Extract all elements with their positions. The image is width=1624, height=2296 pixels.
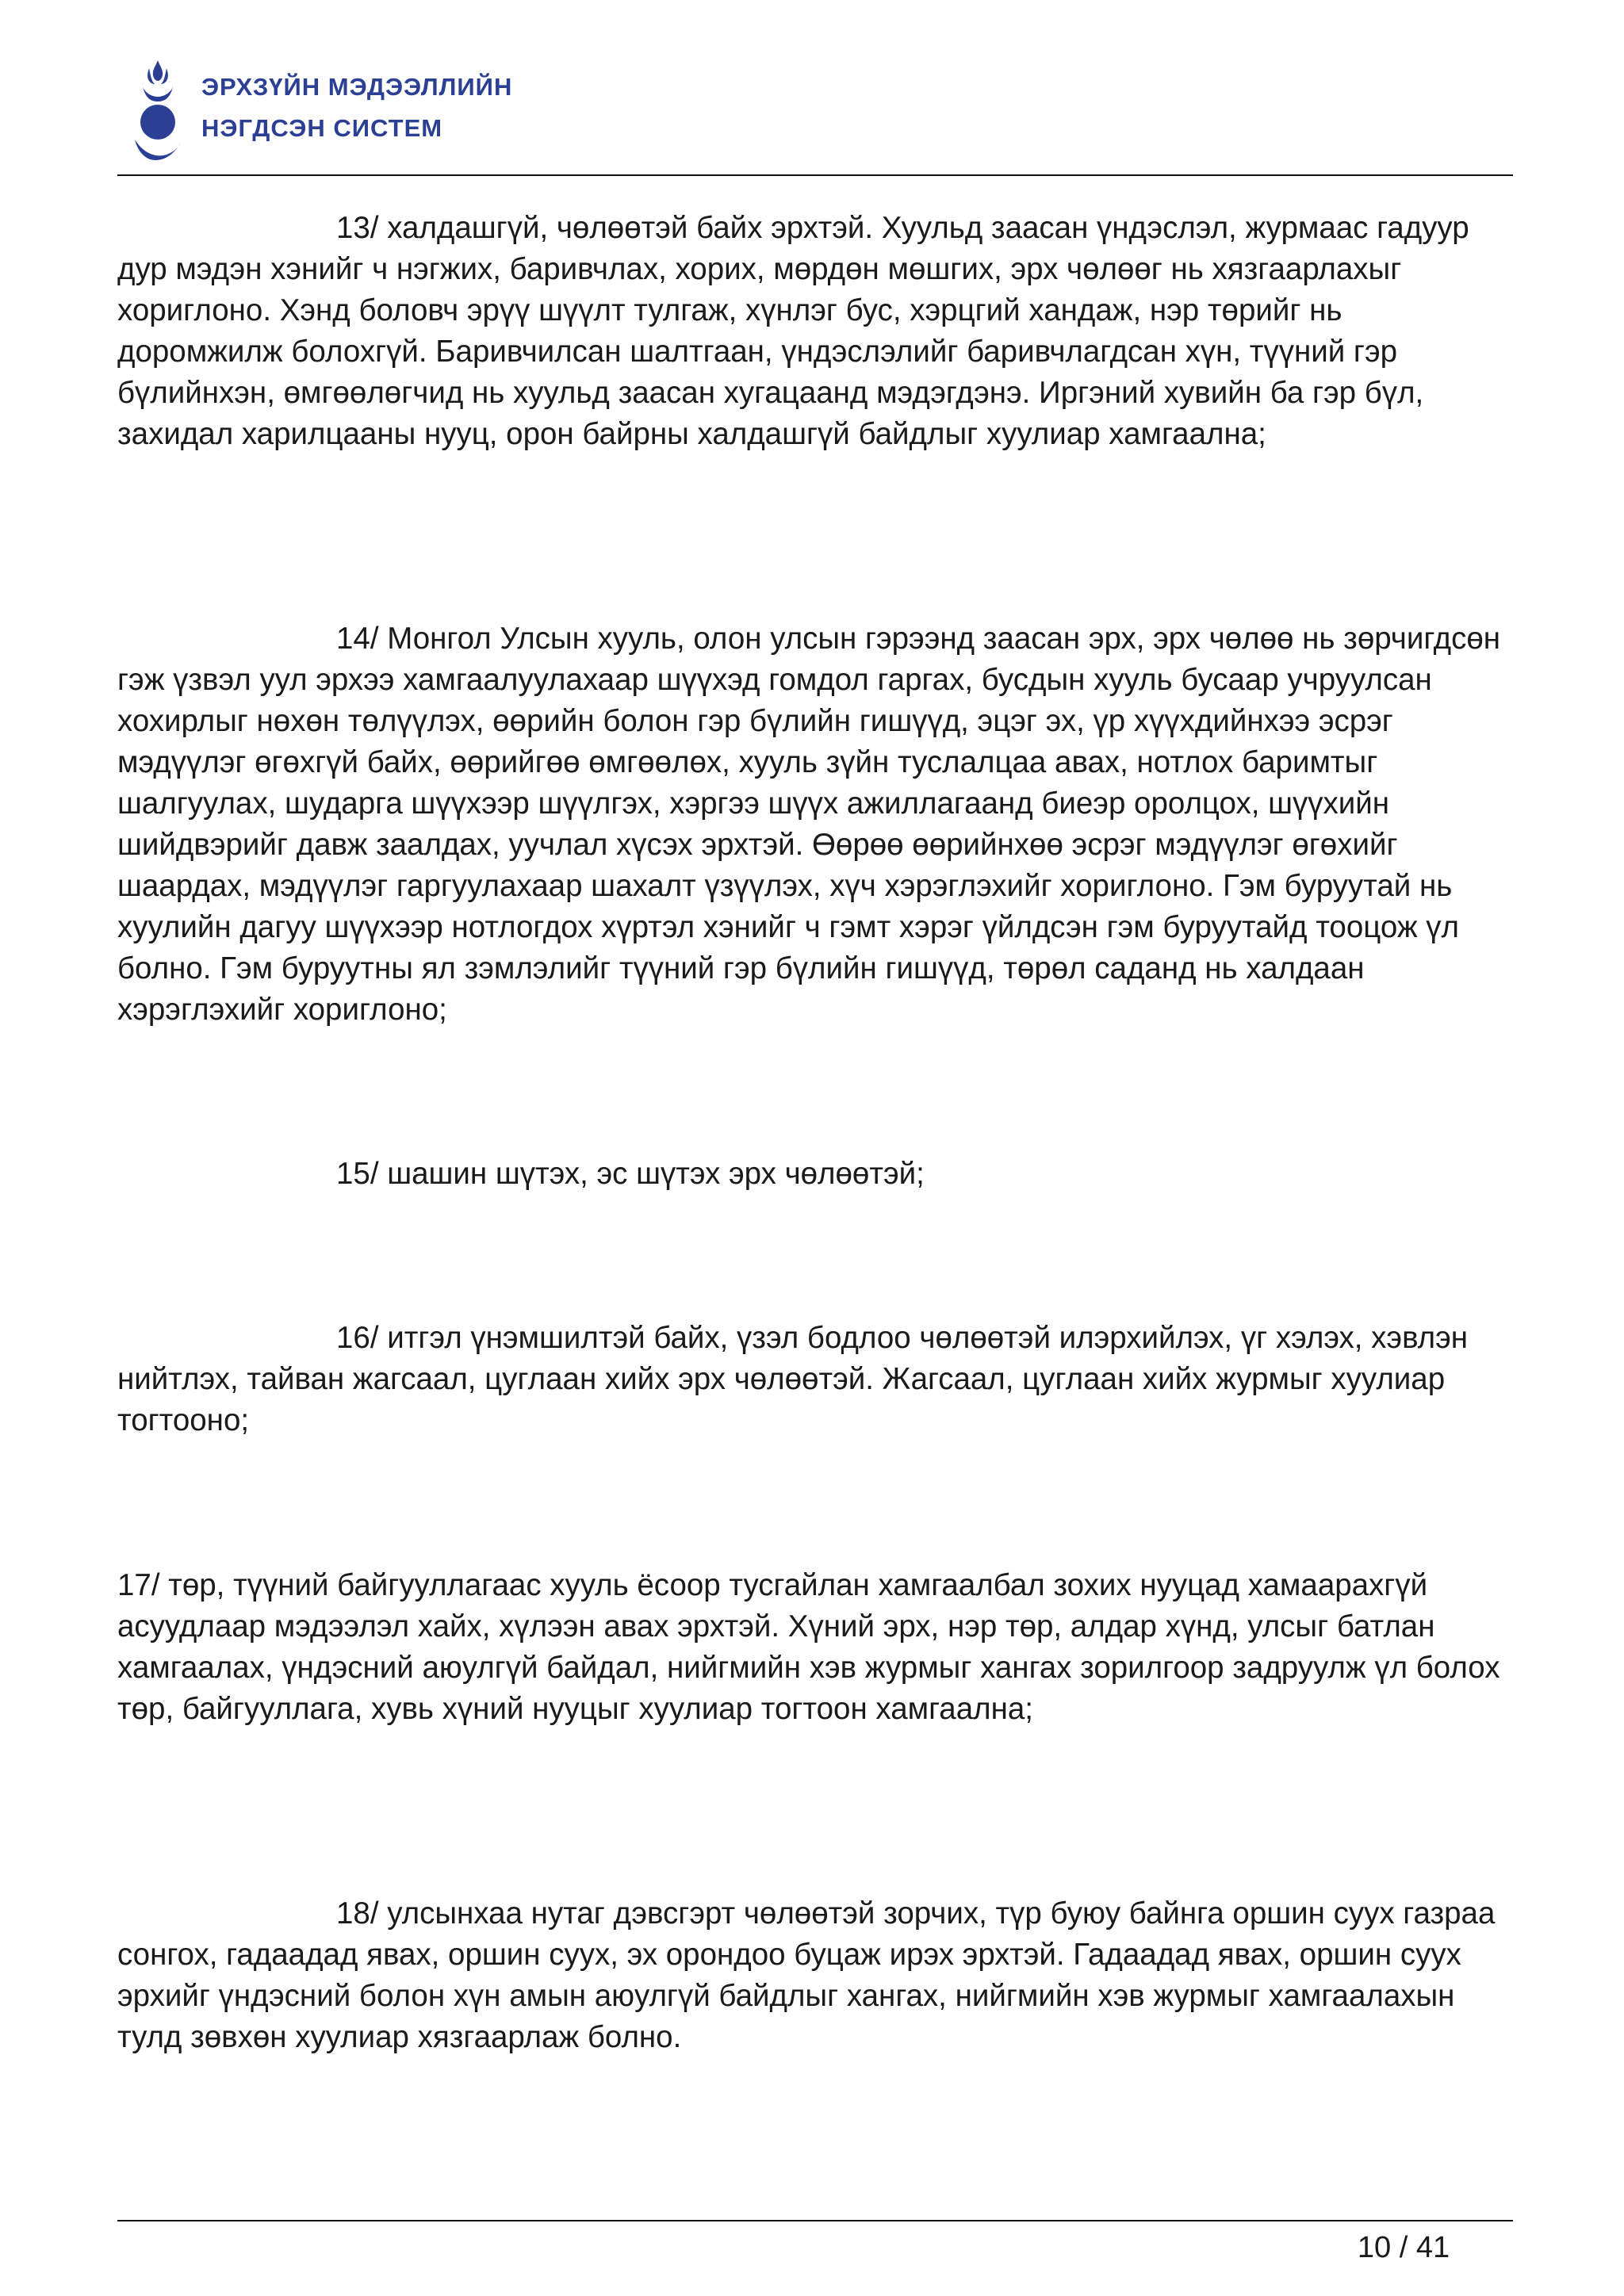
logo-text [201,67,512,149]
paragraph-15: 15/ шашин шүтэх, эс шүтэх эрх чөлөөтэй; [336,1157,925,1191]
page-header [117,49,1513,176]
paragraph-14: 14/ Монгол Улсын хууль, олон улсын гэрээнд заасан эрх, эрх чөлөө нь зөрчигдсөн гэж үзвэл уул эрхээ хамгаалуулахаар шүүхэд гомдол гаргах, бусдын хууль бусаар учруулсан хохирлыг нөхөн төлүүлэх, өөрийн болон гэр бүлийн гишүүд, эцэг эх, үр хүүхдийнхээ эсрэг мэдүүлэг өгөхгүй байх, өөрийгөө өмгөөлөх, хууль зүйн туслалцаа авах, нотлох баримтыг шалгуулах, шударга шүүхээр шүүлгэх, хэргээ шүүх ажиллагаанд биеэр оролцох, шүүхийн шийдвэрийг давж заалдах, уучлал хүсэх эрхтэй. Өөрөө өөрийнхөө эсрэг мэдүүлэг өгөхийг шаардах, мэдүүлэг гаргуулахаар шахалт үзүүлэх, хүч хэрэглэхийг хориглоно. Гэм буруутай нь хуулийн дагуу шүүхээр нотлогдох хүртэл хэнийг ч гэмт хэрэг үйлдсэн гэм буруутайд тооцож үл болно. Гэм буруутны ял зэмлэлийг түүний гэр бүлийн гишүүд, төрөл саданд нь халдаан хэрэглэхийг хориглоно; [117,622,1501,1027]
logo-line-2: НЭГДСЭН СИСТЕМ [201,114,443,142]
page-number: 10 / 41 [1357,2231,1450,2264]
footer-divider [117,2220,1513,2221]
paragraph-16: 16/ итгэл үнэмшилтэй байх, үзэл бодлоо чөлөөтэй илэрхийлэх, үг хэлэх, хэвлэн нийтлэх, тайван жагсаал, цуглаан хийх эрх чөлөөтэй. Жагсаал, цуглаан хийх журмыг хуулиар тогтооно; [117,1321,1469,1437]
paragraph-13: 13/ халдашгүй, чөлөөтэй байх эрхтэй. Хуульд заасан үндэслэл, журмаас гадуур дур мэдэн хэнийг ч нэгжих, баривчлах, хорих, мөрдөн мөшгих, эрх чөлөөг нь хязгаарлахыг хориглоно. Хэнд боловч эрүү шүүлт тулгаж, хүнлэг бус, хэрцгий хандаж, нэр төрийг нь доромжилж болохгүй. Баривчилсан шалтгаан, үндэслэлийг баривчлагдсан хүн, түүний гэр бүлийнхэн, өмгөөлөгчид нь хуульд заасан хугацаанд мэдэгдэнэ. Иргэний хувийн ба гэр бүл, захидал харилцааны нууц, орон байрны халдашгүй байдлыг хуулиар хамгаална; [117,211,1469,451]
logo-line-1: ЭРХЗҮЙН МЭДЭЭЛЛИЙН [201,73,513,101]
header-divider [117,174,1513,176]
paragraph-17: 17/ төр, түүний байгууллагаас хууль ёсоор тусгайлан хамгаалбал зохих нууцад хамаарахгүй асуудлаар мэдээлэл хайх, хүлээн авах эрхтэй. Хүний эрх, нэр төр, алдар хүнд, улсыг батлан хамгаалах, үндэсний аюулгүй байдал, нийгмийн хэв журмыг хангах зорилгоор задруулж үл болох төр, байгууллага, хувь хүний нууцыг хуулиар тогтоон хамгаална; [117,1568,1500,1726]
soyombo-icon [132,57,184,162]
paragraph-18: 18/ улсынхаа нутаг дэвсгэрт чөлөөтэй зорчих, түр буюу байнга оршин суух газраа сонгох, гадаадад явах, оршин суух, эх орондоо буцаж ирэх эрхтэй. Гадаадад явах, оршин суух эрхийг үндэсний болон хүн амын аюулгүй байдлыг хангах, нийгмийн хэв журмыг хамгаалахын тулд зөвхөн хуулиар хязгаарлаж болно. [117,1896,1496,2054]
